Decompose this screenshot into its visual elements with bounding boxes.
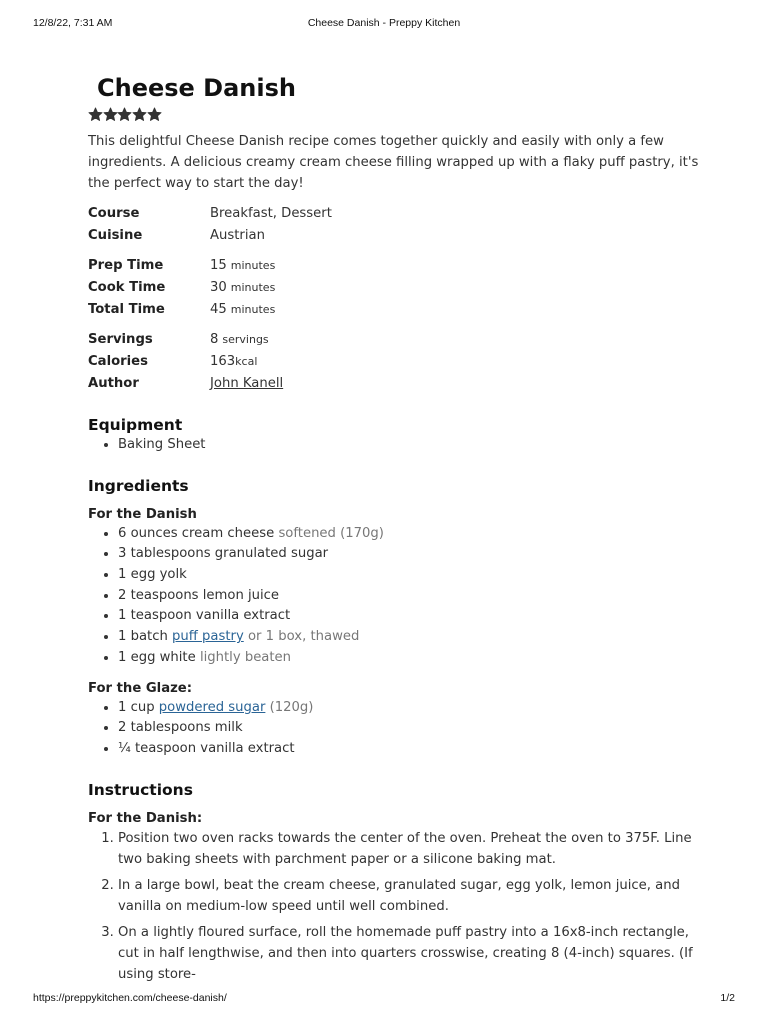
ingredient-text: 2 tablespoons milk <box>118 720 243 736</box>
ingredient-amount: 1 batch <box>118 629 168 645</box>
equipment-list <box>88 435 700 456</box>
instructions-heading: Instructions <box>88 780 193 799</box>
ingredient-note: (120g) <box>269 699 314 715</box>
star-icon <box>117 107 132 122</box>
servings-unit: servings <box>222 332 269 346</box>
prep-time-value: 15 <box>210 257 227 273</box>
ingredient-note: lightly beaten <box>199 649 292 665</box>
cook-time-label: Cook Time <box>88 279 166 295</box>
course-label: Course <box>88 205 140 221</box>
instruction-group <box>88 810 700 985</box>
author-link[interactable]: John Kanell <box>210 375 284 391</box>
recipe-summary: This delightful Cheese Danish recipe comes together quickly and easily with only a few ingredients. A delicious creamy cream cheese filling wrapped up with a flaky puff pastry, it's the perfect way to start the day! <box>88 134 699 191</box>
print-header <box>0 17 768 33</box>
star-icon <box>103 107 118 122</box>
instruction-step <box>118 828 700 870</box>
instruction-step-text: Position two oven racks towards the center of the oven. Preheat the oven to 375F. Line two baking sheets with parchment paper or a silicone baking mat. <box>118 830 692 867</box>
course-value: Breakfast, Dessert <box>210 205 332 221</box>
ingredient-link[interactable]: powdered sugar <box>158 699 266 715</box>
servings-label: Servings <box>88 331 153 347</box>
cuisine-value: Austrian <box>210 227 265 243</box>
ingredient-group <box>88 680 700 760</box>
ingredient-list <box>88 698 700 760</box>
ingredient-item <box>118 718 700 739</box>
ingredient-link[interactable]: puff pastry <box>172 629 244 645</box>
servings-value: 8 <box>210 331 219 347</box>
instruction-group-heading: For the Danish: <box>88 810 203 826</box>
ingredient-item <box>118 739 700 760</box>
cuisine-row <box>88 224 700 246</box>
total-time-row <box>88 298 700 320</box>
ingredient-group-heading: For the Glaze: <box>88 680 192 696</box>
calories-row <box>88 350 700 372</box>
cook-time-unit: minutes <box>230 280 276 294</box>
ingredient-item <box>118 565 700 586</box>
ingredient-text: 2 teaspoons lemon juice <box>118 587 280 603</box>
servings-row <box>88 328 700 350</box>
ingredient-note: softened (170g) <box>278 525 384 541</box>
ingredient-text: 6 ounces cream cheese <box>118 525 275 541</box>
calories-value: 163 <box>210 353 236 369</box>
calories-unit: kcal <box>235 354 258 368</box>
instruction-step <box>118 875 700 917</box>
ingredient-text: 1 egg yolk <box>118 567 187 583</box>
recipe-details <box>88 202 700 394</box>
ingredient-note: or 1 box, thawed <box>247 629 360 645</box>
author-row <box>88 372 700 394</box>
rating-stars <box>88 107 700 125</box>
course-row <box>88 202 700 224</box>
ingredient-item <box>118 648 700 669</box>
recipe-card <box>88 72 700 990</box>
ingredient-item <box>118 544 700 565</box>
ingredient-item <box>118 698 700 719</box>
total-time-label: Total Time <box>88 301 165 317</box>
prep-time-row <box>88 254 700 276</box>
ingredient-group <box>88 506 700 669</box>
ingredient-group-heading: For the Danish <box>88 506 197 522</box>
prep-time-unit: minutes <box>230 258 276 272</box>
print-url: https://preppykitchen.com/cheese-danish/ <box>33 992 227 1004</box>
star-icon <box>132 107 147 122</box>
ingredient-item <box>118 627 700 648</box>
star-icon <box>88 107 103 122</box>
instruction-steps <box>88 828 700 985</box>
cuisine-label: Cuisine <box>88 227 143 243</box>
cook-time-row <box>88 276 700 298</box>
print-page-number: 1/2 <box>720 992 735 1004</box>
star-icon <box>147 107 162 122</box>
instruction-groups <box>88 810 700 985</box>
ingredient-text: 1 teaspoon vanilla extract <box>118 608 291 624</box>
cook-time-value: 30 <box>210 279 227 295</box>
print-datetime: 12/8/22, 7:31 AM <box>33 17 113 29</box>
total-time-unit: minutes <box>230 302 276 316</box>
total-time-value: 45 <box>210 301 227 317</box>
print-page-title: Cheese Danish - Preppy Kitchen <box>307 17 461 29</box>
ingredient-text: 1 egg white <box>118 649 196 665</box>
ingredient-amount: 1 cup <box>118 699 155 715</box>
print-footer <box>0 992 768 1008</box>
ingredient-item <box>118 586 700 607</box>
instruction-step-text: In a large bowl, beat the cream cheese, granulated sugar, egg yolk, lemon juice, and vanilla on medium-low speed until well combined. <box>118 877 680 914</box>
calories-label: Calories <box>88 353 148 369</box>
equipment-item-label: Baking Sheet <box>118 437 206 452</box>
equipment-item <box>118 435 700 456</box>
ingredient-groups <box>88 506 700 760</box>
equipment-heading: Equipment <box>88 416 183 434</box>
ingredient-text: ¼ teaspoon vanilla extract <box>118 740 295 756</box>
instruction-step <box>118 922 700 985</box>
ingredient-text: 3 tablespoons granulated sugar <box>118 546 329 562</box>
instruction-step-text: On a lightly floured surface, roll the homemade puff pastry into a 16x8-inch rectangle, cut in half lengthwise, and then into quarters crosswise, creating 8 (4-inch) squares. (If using store- <box>118 924 693 982</box>
author-label: Author <box>88 375 139 391</box>
recipe-title: Cheese Danish <box>97 74 296 102</box>
prep-time-label: Prep Time <box>88 257 164 273</box>
ingredient-item <box>118 524 700 545</box>
ingredient-item <box>118 606 700 627</box>
ingredients-heading: Ingredients <box>88 476 189 495</box>
ingredient-list <box>88 524 700 669</box>
